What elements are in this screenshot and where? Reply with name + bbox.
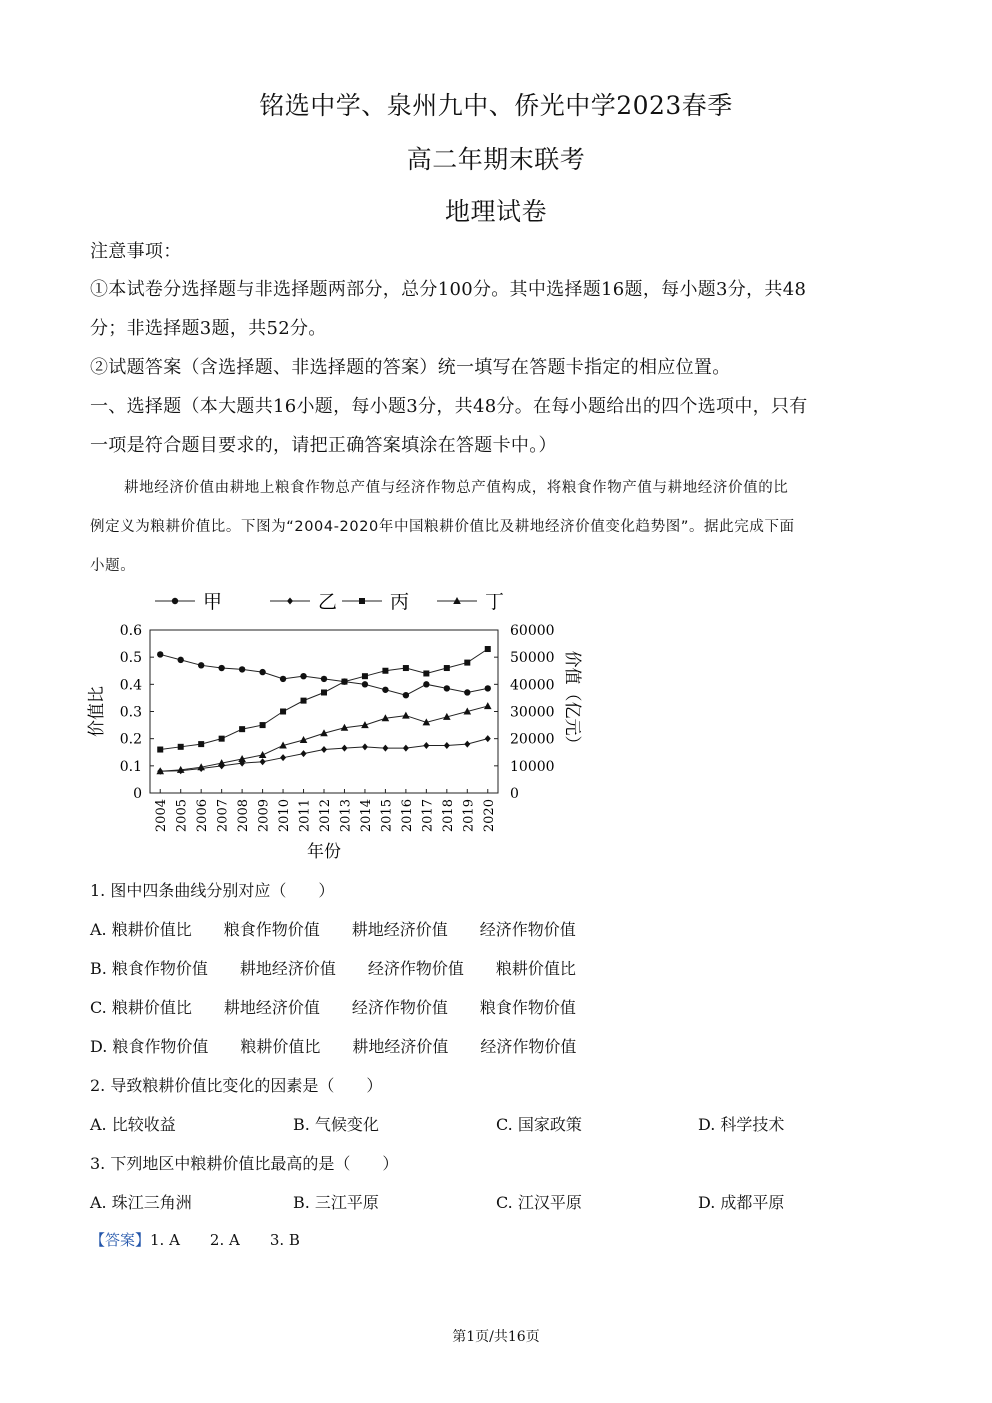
answer-line	[90, 1229, 300, 1250]
intro-line-a: 耕地经济价值由耕地上粮食作物总产值与经济作物总产值构成，将粮食作物产值与耕地经济价值的比	[124, 480, 789, 496]
series-2-point	[280, 754, 286, 761]
left-axis-tick-label: 0.3	[119, 704, 142, 721]
question-1-option-c: C. 粮耕价值比 耕地经济价值 经济作物价值 粮食作物价值	[90, 998, 576, 1017]
x-axis-label: 年份	[307, 842, 341, 862]
series-1-point	[280, 676, 286, 682]
x-axis-tick-label: 2014	[358, 799, 374, 833]
left-axis-tick-label: 0.4	[119, 677, 142, 694]
right-axis-tick-label: 0	[510, 786, 519, 802]
question-1-option-b: B. 粮食作物价值 耕地经济价值 经济作物价值 粮耕价值比	[90, 959, 576, 978]
paper-title-line3: 地理试卷	[444, 197, 547, 226]
question-1-stem: 1. 图中四条曲线分别对应（ ）	[90, 881, 335, 900]
question-3-option-d: D. 成都平原	[698, 1193, 785, 1212]
trend-chart	[80, 585, 600, 870]
right-axis-label: 价值（亿元）	[562, 650, 582, 753]
series-2-point	[362, 743, 368, 750]
series-1-point	[423, 681, 429, 687]
section1-line-b: 一项是符合题目要求的，请把正确答案填涂在答题卡中。）	[90, 435, 557, 456]
x-axis-tick-label: 2005	[174, 799, 190, 833]
series-line-4	[160, 706, 488, 771]
right-axis-tick-label: 10000	[510, 758, 555, 775]
section1-line-a: 一、选择题（本大题共16小题，每小题3分，共48分。在每小题给出的四个选项中，只有	[90, 396, 808, 417]
series-3-point	[219, 736, 225, 742]
series-1-point	[444, 685, 450, 691]
x-axis-tick-label: 2012	[318, 799, 333, 833]
legend-marker-2	[287, 598, 293, 605]
series-2-point	[485, 735, 491, 742]
series-2-point	[321, 746, 327, 753]
series-1-point	[403, 692, 409, 698]
x-axis-tick-label: 2019	[461, 799, 477, 833]
question-2-stem: 2. 导致粮耕价值比变化的因素是（ ）	[90, 1076, 383, 1095]
legend-label-4: 丁	[485, 591, 505, 613]
series-line-1	[160, 654, 488, 695]
question-3-option-c: C. 江汉平原	[496, 1193, 582, 1212]
series-3-point	[198, 741, 204, 747]
series-1-point	[178, 657, 184, 663]
series-4-point	[402, 712, 410, 719]
series-4-point	[484, 702, 492, 709]
right-axis-tick-label: 30000	[510, 704, 555, 721]
series-2-point	[444, 742, 450, 749]
series-3-point	[444, 665, 450, 671]
series-2-point	[464, 741, 470, 748]
series-3-point	[301, 698, 307, 704]
x-axis-tick-label: 2010	[277, 799, 293, 833]
x-axis-tick-label: 2011	[297, 799, 313, 833]
series-1-point	[239, 666, 245, 672]
series-2-point	[382, 745, 388, 752]
legend-label-3: 丙	[390, 591, 410, 613]
series-1-point	[259, 669, 265, 675]
series-3-point	[280, 709, 286, 715]
series-2-point	[423, 742, 429, 749]
series-1-point	[157, 651, 163, 657]
paper-title-line1: 铭选中学、泉州九中、侨光中学2023春季	[259, 91, 733, 120]
notes-item1-line-a: ①本试卷分选择题与非选择题两部分，总分100分。其中选择题16题，每小题3分，共48	[90, 279, 807, 300]
series-3-point	[382, 668, 388, 674]
intro-line-b: 例定义为粮耕价值比。下图为“2004-2020年中国粮耕价值比及耕地经济价值变化趋势图”。据此完成下面	[90, 519, 795, 535]
legend-marker-1	[172, 598, 178, 604]
x-axis-tick-label: 2015	[379, 799, 395, 833]
series-3-point	[341, 679, 347, 685]
series-1-point	[198, 662, 204, 668]
series-4-point	[259, 751, 267, 758]
series-3-point	[260, 722, 266, 728]
legend-label-2: 乙	[318, 591, 338, 613]
left-axis-tick-label: 0	[133, 786, 142, 802]
x-axis-tick-label: 2018	[440, 799, 456, 833]
paper-title-line2: 高二年期末联考	[406, 145, 586, 174]
series-1-point	[300, 673, 306, 679]
left-axis-tick-label: 0.5	[119, 650, 142, 667]
question-3-option-b: B. 三江平原	[293, 1193, 379, 1212]
series-3-point	[485, 646, 491, 652]
left-axis-tick-label: 0.1	[119, 758, 142, 775]
x-axis-tick-label: 2007	[215, 799, 231, 833]
series-2-point	[403, 745, 409, 752]
right-axis-tick-label: 60000	[510, 623, 555, 639]
x-axis-tick-label: 2008	[236, 799, 252, 833]
series-1-point	[485, 685, 491, 691]
series-1-point	[382, 687, 388, 693]
series-3-point	[464, 660, 470, 666]
series-3-point	[423, 670, 429, 676]
question-2-option-d: D. 科学技术	[698, 1115, 785, 1134]
x-axis-tick-label: 2006	[195, 799, 211, 833]
notes-item2: ②试题答案（含选择题、非选择题的答案）统一填写在答题卡指定的相应位置。	[90, 357, 731, 378]
series-2-point	[301, 750, 307, 757]
x-axis-tick-label: 2017	[420, 799, 436, 833]
series-3-point	[321, 689, 327, 695]
right-axis-tick-label: 40000	[510, 677, 555, 694]
question-2-option-a: A. 比较收益	[90, 1115, 176, 1134]
question-3-option-a: A. 珠江三角洲	[90, 1193, 192, 1212]
series-1-point	[218, 665, 224, 671]
question-3-stem: 3. 下列地区中粮耕价值比最高的是（ ）	[90, 1154, 399, 1173]
x-axis-tick-label: 2009	[256, 799, 272, 833]
x-axis-tick-label: 2013	[338, 799, 354, 833]
series-1-point	[464, 689, 470, 695]
left-axis-tick-label: 0.2	[119, 731, 142, 748]
x-axis-tick-label: 2004	[154, 799, 170, 833]
notes-item1-line-b: 分；非选择题3题，共52分。	[90, 318, 327, 339]
legend-label-1: 甲	[203, 591, 223, 613]
question-2-option-b: B. 气候变化	[293, 1115, 379, 1134]
answer-text: 1. A 2. A 3. B	[150, 1231, 300, 1249]
series-3-point	[239, 726, 245, 732]
question-1-option-a: A. 粮耕价值比 粮食作物价值 耕地经济价值 经济作物价值	[90, 920, 576, 939]
intro-line-c: 小题。	[90, 558, 136, 574]
series-3-point	[403, 665, 409, 671]
series-1-point	[362, 681, 368, 687]
series-2-point	[341, 745, 347, 752]
series-2-point	[260, 758, 266, 765]
question-1-option-d: D. 粮食作物价值 粮耕价值比 耕地经济价值 经济作物价值	[90, 1037, 577, 1056]
x-axis-tick-label: 2020	[481, 799, 497, 833]
right-axis-tick-label: 50000	[510, 650, 555, 667]
notes-heading: 注意事项：	[90, 241, 182, 262]
page-number: 第1页/共16页	[452, 1329, 540, 1345]
left-axis-label: 价值比	[87, 686, 107, 737]
series-3-point	[178, 744, 184, 750]
right-axis-tick-label: 20000	[510, 731, 555, 748]
answer-tag: 【答案】	[90, 1231, 151, 1249]
series-line-2	[160, 739, 488, 772]
series-1-point	[321, 676, 327, 682]
legend-marker-3	[359, 598, 365, 604]
question-2-option-c: C. 国家政策	[496, 1115, 582, 1134]
left-axis-tick-label: 0.6	[119, 623, 142, 639]
series-3-point	[362, 673, 368, 679]
x-axis-tick-label: 2016	[399, 799, 415, 833]
series-3-point	[157, 747, 163, 753]
